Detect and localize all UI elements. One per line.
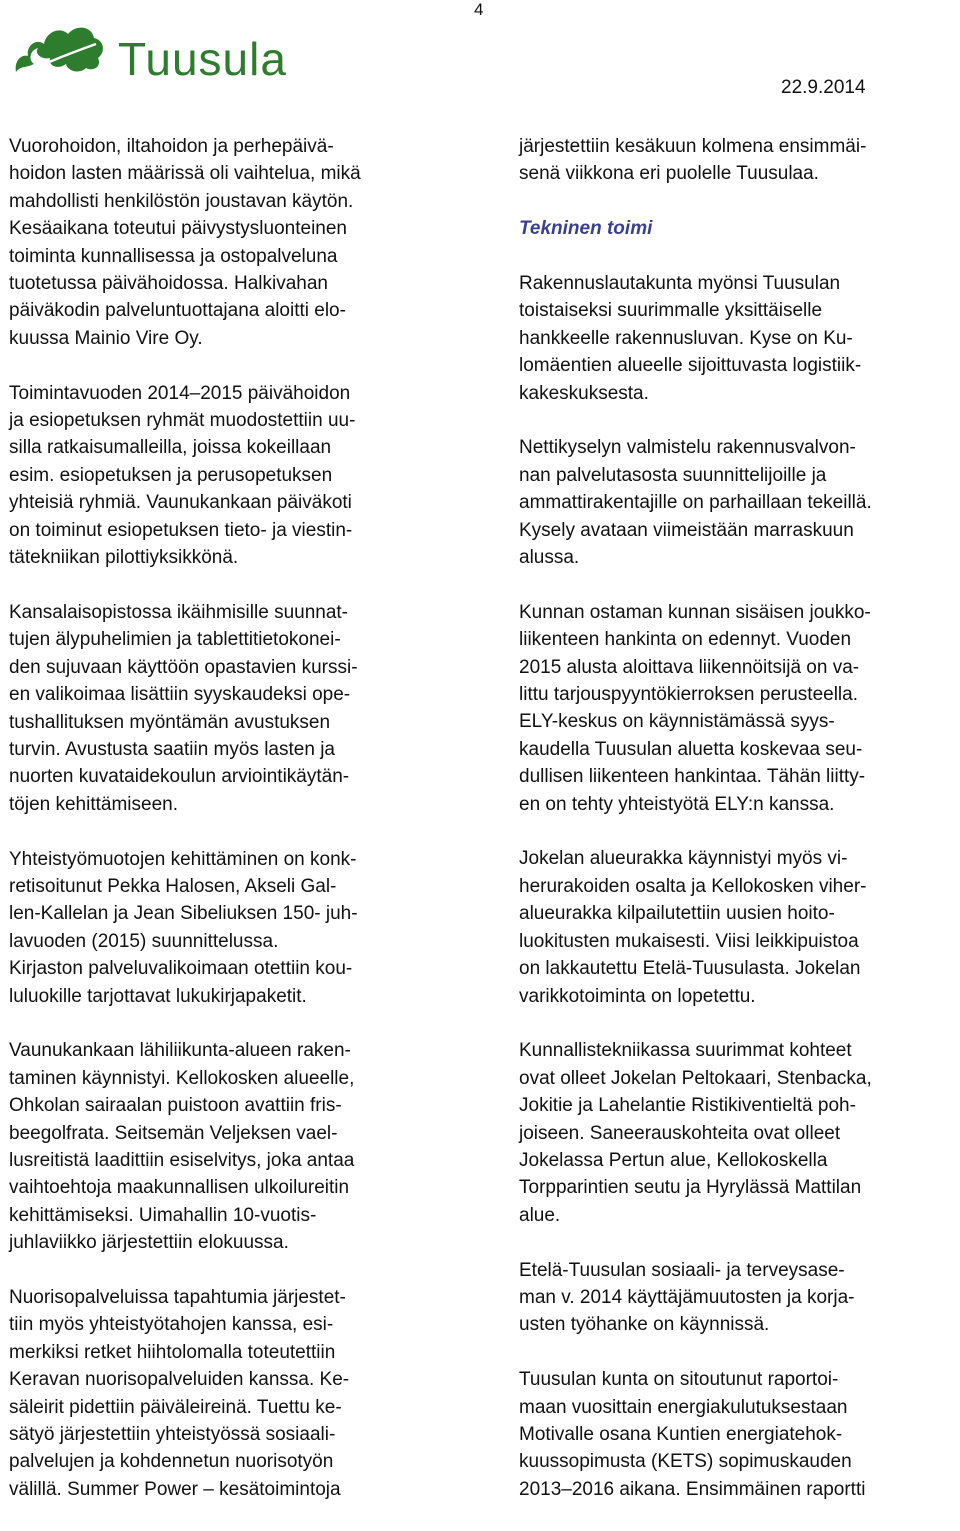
- tuusula-logo: [8, 20, 308, 85]
- document-date: 22.9.2014: [781, 77, 866, 98]
- paragraph-kansalaisopisto: Kansalaisopistossa ikäihmisille suunnat- tujen älypuhelimien ja tablettitietokonei- den sujuvaan käyttöön opastavien kurssi- en valikoimaa lisättiin syyskaudeksi ope- tushallituksen myöntämän avustuksen turvin. Avustusta saatiin myös lasten ja nuorten kuvataidekoulun arviointikäytän- töjen kehittämiseen.: [9, 601, 358, 815]
- paragraph-nuorisopalvelut: Nuorisopalveluissa tapahtumia järjestet- tiin myös yhteistyötahojen kanssa, esi- merkiksi retket hiihtolomalla toteutettiin Keravan nuorisopalveluiden kanssa. Ke- säleirit pidettiin päiväleireinä. Tuettu ke- sätyö järjestettiin yhteistyössä sosiaali- palvelujen ja kohdennetun nuorisotyön välillä. Summer Power – kesätoimintoja: [9, 1286, 350, 1500]
- paragraph-energiaraportointi: Tuusulan kunta on sitoutunut raportoi- maan vuosittain energiakulutuksestaan Motivalle osana Kuntien energiatehok- kuussopimusta (KETS) sopimuskauden 2013–2016 aikana. Ensimmäinen raportti: [519, 1369, 866, 1500]
- logo-text: Tuusula: [118, 33, 287, 85]
- paragraph-summer-power-cont: järjestettiin kesäkuun kolmena ensimmäi- senä viikkona eri puolelle Tuusulaa.: [519, 136, 867, 185]
- right-column: [519, 133, 960, 1531]
- paragraph-toimintavuosi: Toimintavuoden 2014–2015 päivähoidon ja esiopetuksen ryhmät muodostettiin uu- silla ratkaisumalleilla, joissa kokeillaan esim. esiopetuksen ja perusopetuksen yhteisiä ryhmiä. Vaunukankaan päiväkoti on toiminut esiopetuksen tieto- ja viestin- tätekniikan pilottiyksikkönä.: [9, 382, 356, 569]
- paragraph-rakennuslupa: Rakennuslautakunta myönsi Tuusulan toistaiseksi suurimmalle yksittäiselle hankkeelle rakennusluvan. Kyse on Ku- lomäentien alueelle sijoittuvasta logistiik- kakeskuksesta.: [519, 273, 862, 404]
- page-number: 4: [474, 0, 484, 19]
- paragraph-yhteistyomuodot: Yhteistyömuotojen kehittäminen on konk- retisoitunut Pekka Halosen, Akseli Gal- len-Kallelan ja Jean Sibeliuksen 150- juh- lavuoden (2015) suunnittelussa. Kirjaston palveluvalikoimaan otettiin kou- luluokille tarjottavat lukukirjapaketit.: [9, 848, 358, 1007]
- paragraph-nettikysely: Nettikyselyn valmistelu rakennusvalvon- nan palvelutasosta suunnittelijoille ja ammattirakentajille on parhaillaan tekeillä. Kysely avataan viimeistään marraskuun alussa.: [519, 437, 872, 569]
- paragraph-vuorohoito: Vuorohoidon, iltahoidon ja perhepäivä- hoidon lasten määrissä oli vaihtelua, mikä mahdollisti henkilöstön joustavan käytön. Kesäaikana toteutui päivystysluonteinen toiminta kunnallisessa ja ostopalveluna tuotetussa päivähoidossa. Halkivahan päiväkodin palveluntuottajana aloitti elo- kuussa Mainio Vire Oy.: [9, 136, 361, 349]
- left-column: [9, 133, 449, 1531]
- paragraph-joukkoliikenne: Kunnan ostaman kunnan sisäisen joukko- liikenteen hankinta on edennyt. Vuoden 2015 alusta aloittava liikennöitsijä on va- littu tarjouspyyntökierroksen perusteella. ELY-keskus on käynnistämässä syys- kaudella Tuusulan aluetta koskevaa seu- dullisen liikenteen hankintaa. Tähän liitty- en on tehty yhteistyötä ELY:n kanssa.: [519, 601, 871, 815]
- section-heading-tekninen-toimi: Tekninen toimi: [519, 218, 653, 240]
- paragraph-lahiliikunta: Vaunukankaan lähiliikunta-alueen raken- taminen käynnistyi. Kellokosken alueelle, Ohkolan sairaalan puistoon avattiin fris- beegolfrata. Seitsemän Veljeksen vael- lusreitistä laadittiin esiselvitys, joka antaa vaihtoehtoja maakunnallisen ulkoilureitin kehittämiseksi. Uimahallin 10-vuotis- juhlaviikko järjestettiin elokuussa.: [9, 1040, 355, 1254]
- oak-leaf-icon: [8, 20, 108, 82]
- paragraph-terveysasema: Etelä-Tuusulan sosiaali- ja terveysase- man v. 2014 käyttäjämuutosten ja korja- usten työhanke on käynnissä.: [519, 1259, 855, 1336]
- paragraph-kunnallistekniikka: Kunnallistekniikassa suurimmat kohteet ovat olleet Jokelan Peltokaari, Stenbacka, Jokitie ja Lahelantie Ristikiventieltä poh- joiseen. Saneerauskohteita ovat olleet Jokelassa Pertun alue, Kellokoskella Torpparintien seutu ja Hyrylässä Mattilan alue.: [519, 1040, 872, 1226]
- paragraph-alueurakka: Jokelan alueurakka käynnistyi myös vi- herurakoiden osalta ja Kellokosken viher- alueurakka kilpailutettiin uusien hoito- luokitusten mukaisesti. Viisi leikkipuistoa on lakkautettu Etelä-Tuusulasta. Jokelan varikkotoiminta on lopetettu.: [519, 848, 867, 1007]
